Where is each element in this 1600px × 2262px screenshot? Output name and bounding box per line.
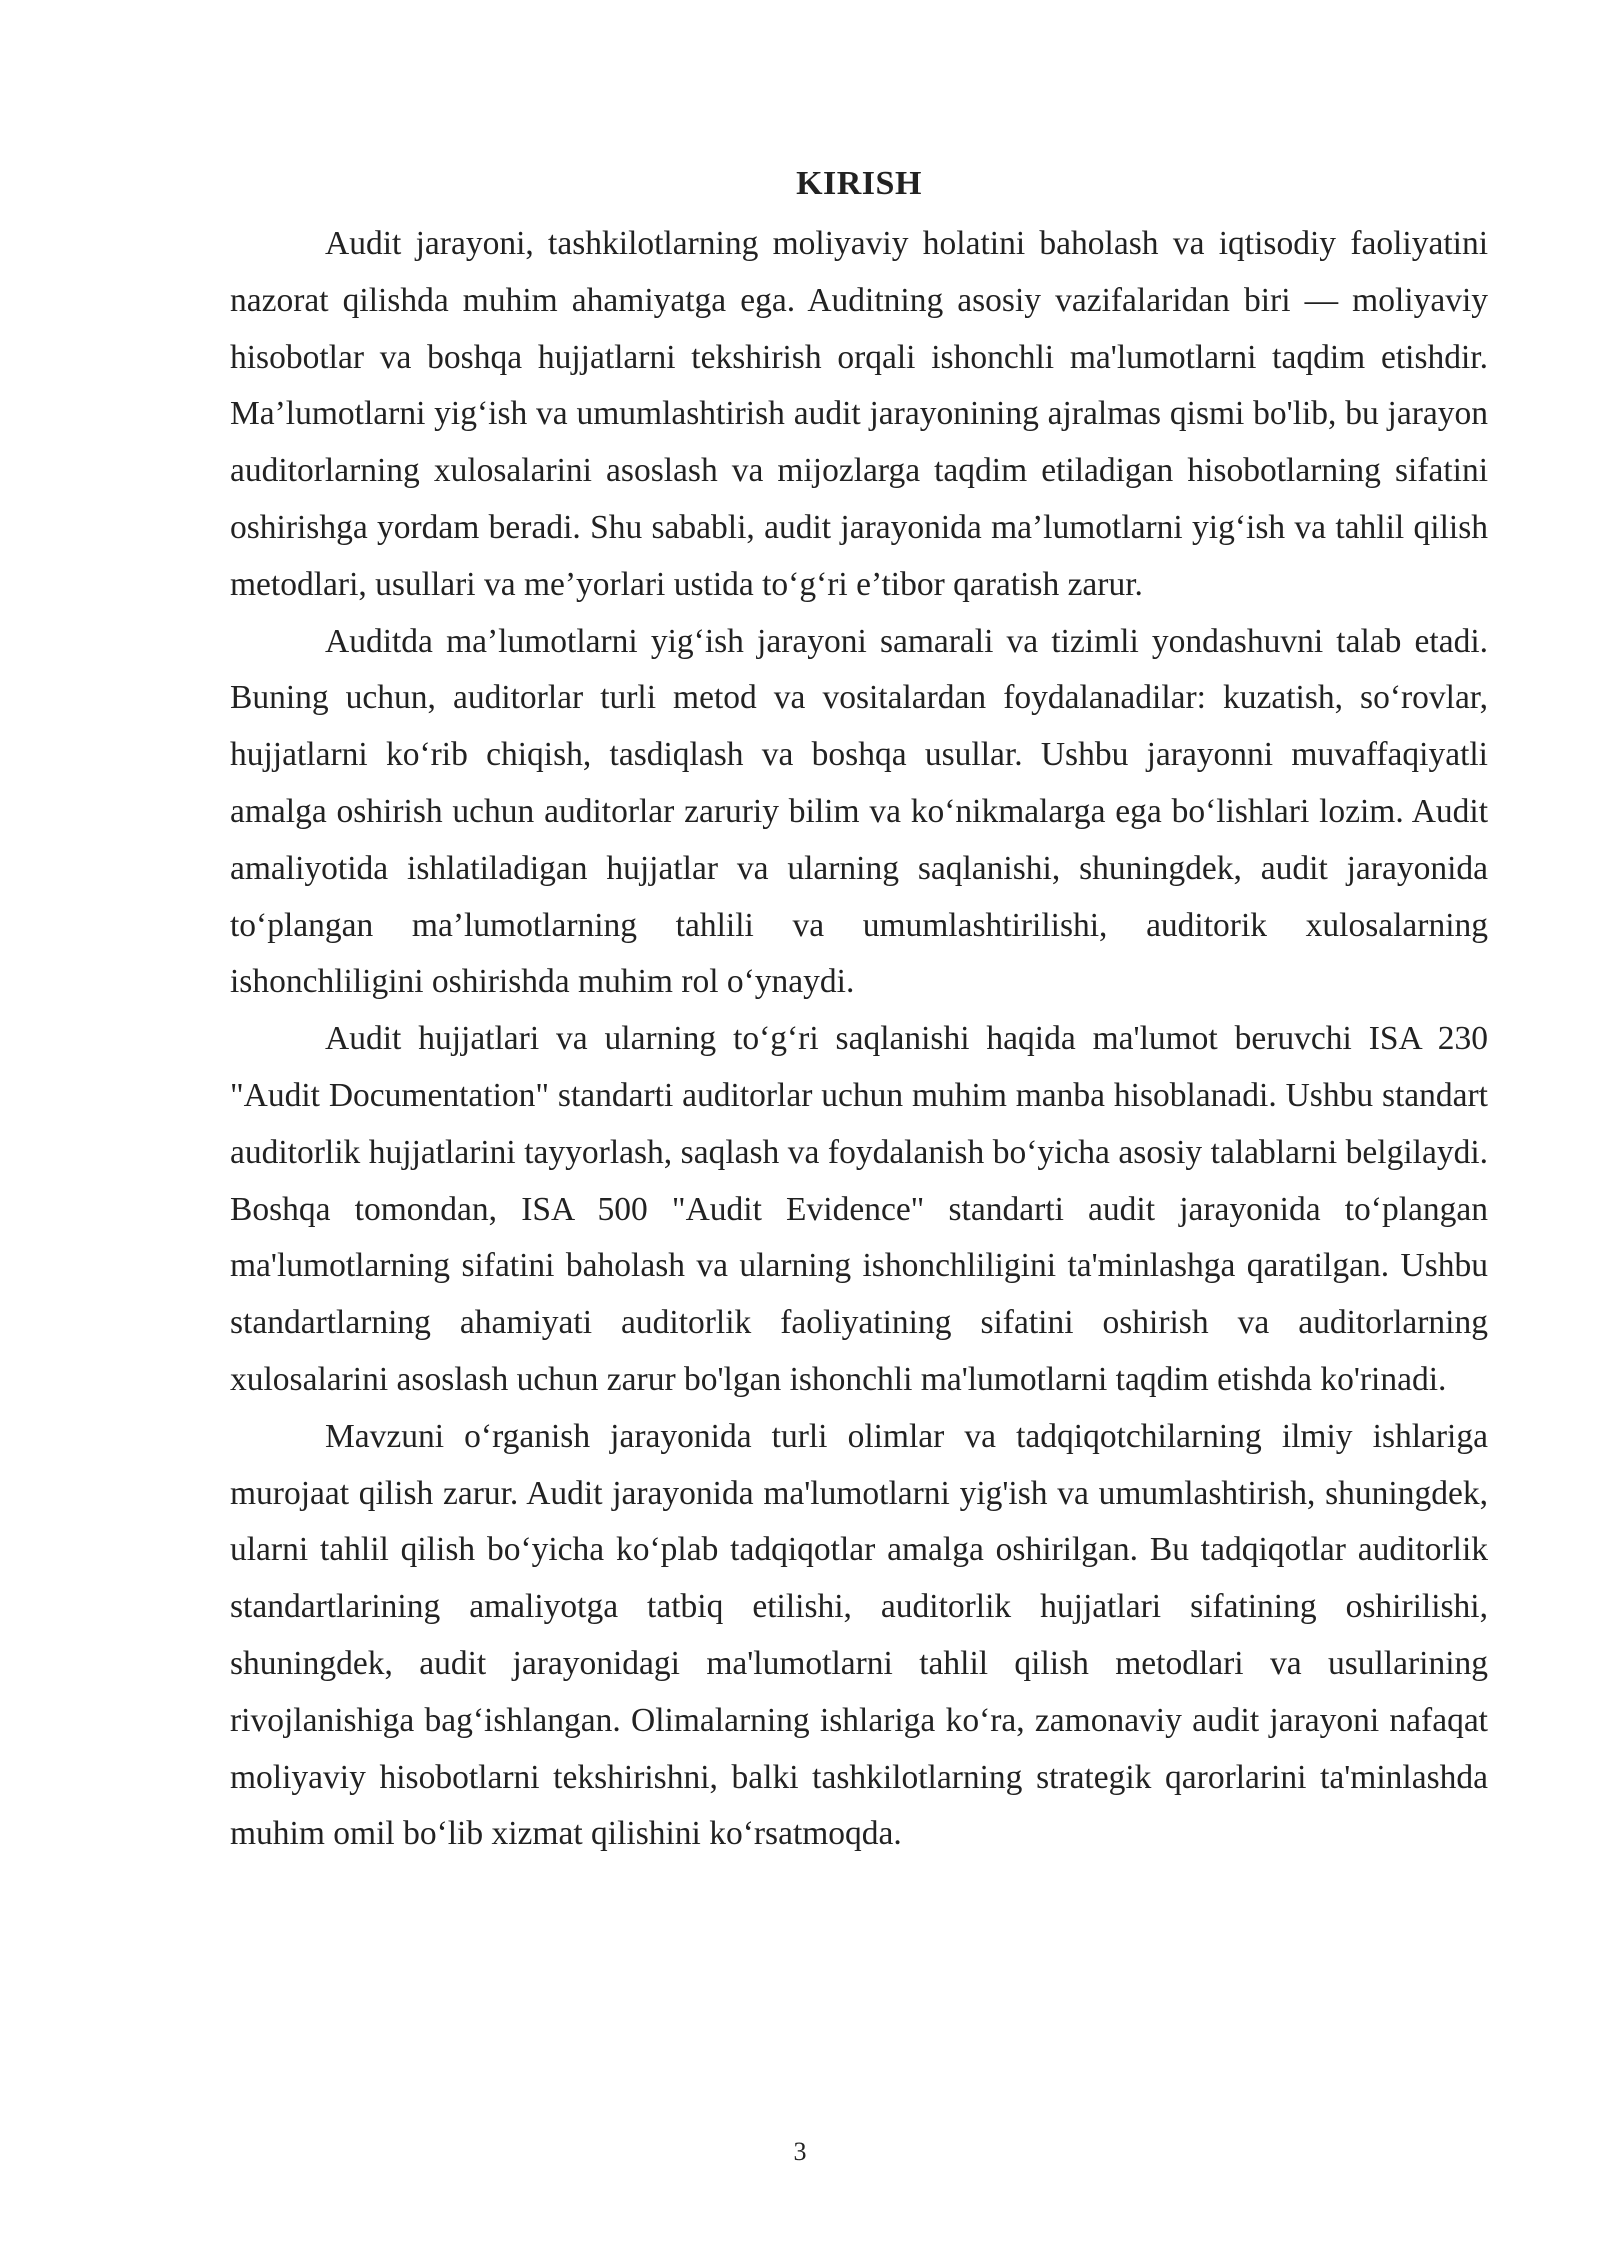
page-title: KIRISH: [796, 165, 922, 202]
paragraph-3: Audit hujjatlari va ularning to‘g‘ri saqlanishi haqida ma'lumot beruvchi ISA 230 "Audit Documentation" standarti auditorlar uchun muhim manba hisoblanadi. Ushbu standart auditorlik hujjatlarini tayyorlash, saqlash va foydalanish bo‘yicha asosiy talablarni belgilaydi. Boshqa tomondan, ISA 500 "Audit Evidence" standarti audit jarayonida to‘plangan ma'lumotlarning sifatini baholash va ularning ishonchliligini ta'minlashga qaratilgan. Ushbu standartlarning ahamiyati auditorlik faoliyatining sifatini oshirish va auditorlarning xulosalarini asoslash uchun zarur bo'lgan ishonchli ma'lumotlarni taqdim etishda ko'rinadi.: [230, 1020, 1488, 1398]
document-page: [230, 160, 1488, 1863]
paragraph-4: Mavzuni o‘rganish jarayonida turli olimlar va tadqiqotchilarning ilmiy ishlariga murojaat qilish zarur. Audit jarayonida ma'lumotlarni yig'ish va umumlashtirish, shuningdek, ularni tahlil qilish bo‘yicha ko‘plab tadqiqotlar amalga oshirilgan. Bu tadqiqotlar auditorlik standartlarining amaliyotga tatbiq etilishi, auditorlik hujjatlari sifatining oshirilishi, shuningdek, audit jarayonidagi ma'lumotlarni tahlil qilish metodlari va usullarining rivojlanishiga bag‘ishlangan. Olimalarning ishlariga ko‘ra, zamonaviy audit jarayoni nafaqat moliyaviy hisobotlarni tekshirishni, balki tashkilotlarning strategik qarorlarini ta'minlashda muhim omil bo‘lib xizmat qilishini ko‘rsatmoqda.: [230, 1417, 1488, 1853]
paragraph-2: Auditda ma’lumotlarni yig‘ish jarayoni samarali va tizimli yondashuvni talab etadi. Buning uchun, auditorlar turli metod va vositalardan foydalanadilar: kuzatish, so‘rovlar, hujjatlarni ko‘rib chiqish, tasdiqlash va boshqa usullar. Ushbu jarayonni muvaffaqiyatli amalga oshirish uchun auditorlar zaruriy bilim va ko‘nikmalarga ega bo‘lishlari lozim. Audit amaliyotida ishlatiladigan hujjatlar va ularning saqlanishi, shuningdek, audit jarayonida to‘plangan ma’lumotlarning tahlili va umumlashtirilishi, auditorik xulosalarning ishonchliligini oshirishda muhim rol o‘ynaydi.: [230, 622, 1488, 1001]
paragraph-1: Audit jarayoni, tashkilotlarning moliyaviy holatini baholash va iqtisodiy faoliyatini nazorat qilishda muhim ahamiyatga ega. Auditning asosiy vazifalaridan biri — moliyaviy hisobotlar va boshqa hujjatlarni tekshirish orqali ishonchli ma'lumotlarni taqdim etishdir. Ma’lumotlarni yig‘ish va umumlashtirish audit jarayonining ajralmas qismi bo'lib, bu jarayon auditorlarning xulosalarini asoslash va mijozlarga taqdim etiladigan hisobotlarning sifatini oshirishga yordam beradi. Shu sababli, audit jarayonida ma’lumotlarni yig‘ish va tahlil qilish metodlari, usullari va me’yorlari ustida to‘g‘ri e’tibor qaratish zarur.: [230, 225, 1488, 603]
page-number: 3: [793, 2137, 807, 2166]
